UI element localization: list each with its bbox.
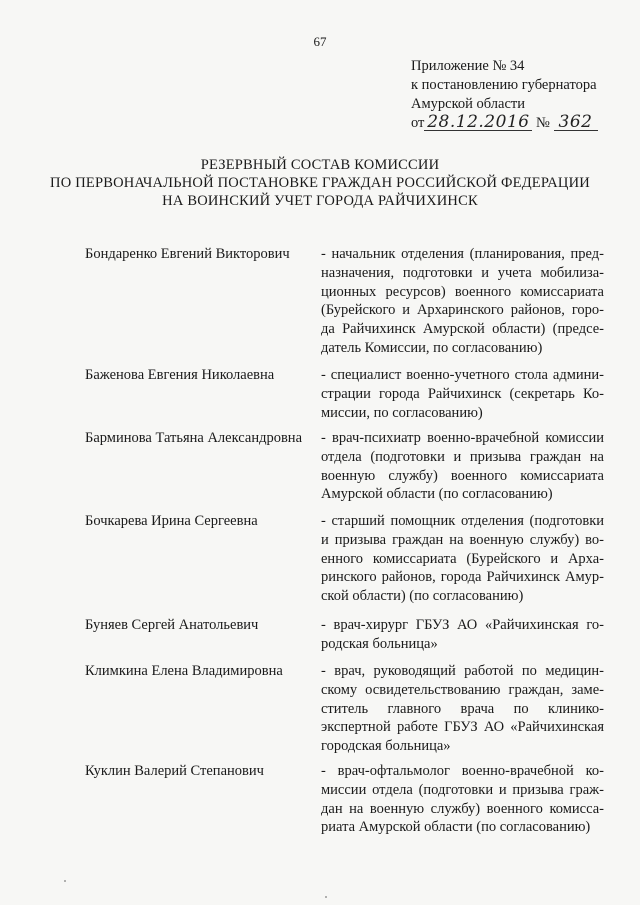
member-role-line: миссии, по согласованию) <box>321 404 483 421</box>
page-number: 67 <box>313 34 327 49</box>
member-role-line: скому освидетельствованию граждан, заме- <box>321 681 604 698</box>
member-role-line: ринского районов, города Райчихинск Амур- <box>321 569 604 586</box>
member-role-line: городская больница» <box>321 738 451 755</box>
member-role-line: енного комиссариата (Бурейского и Арха- <box>321 550 604 567</box>
member-role-line: Амурской области (по согласованию) <box>321 486 553 503</box>
member-role-line: - врач-хирург ГБУЗ АО «Райчихинская го- <box>321 617 604 633</box>
member-role-line: страции города Райчихинск (секретарь Ко- <box>321 385 604 402</box>
member-role-line: - начальник отделения (планирования, пред- <box>321 246 604 262</box>
member-role-line: (Бурейского и Архаринского районов, горо- <box>321 302 604 319</box>
date-prefix: от <box>411 115 425 131</box>
member-role <box>321 245 604 358</box>
member-role-line: и призыва граждан на военную службу) во- <box>321 531 604 548</box>
member-role-line: миссии отдела (подготовки и призыва граж- <box>321 781 604 798</box>
member-name: Климкина Елена Владимировна <box>85 663 283 679</box>
member-role <box>321 512 604 606</box>
member-role-line: - врач, руководящий работой по медицин- <box>321 663 604 679</box>
member-role-line: датель Комиссии, по согласованию) <box>321 339 543 356</box>
appendix-region: Амурской области <box>411 96 525 112</box>
member-role-line: дан на военную службу) военного комисса- <box>321 800 604 817</box>
member-role <box>321 616 604 654</box>
member-name: Барминова Татьяна Александровна <box>85 430 303 446</box>
member-role-line: - специалист военно-учетного стола админи- <box>321 367 604 383</box>
title-line-2: ПО ПЕРВОНАЧАЛЬНОЙ ПОСТАНОВКЕ ГРАЖДАН РОССИЙСКОЙ ФЕДЕРАЦИИ <box>50 175 590 191</box>
member-name: Куклин Валерий Степанович <box>85 763 264 779</box>
member-name: Бондаренко Евгений Викторович <box>85 246 290 262</box>
member-role-line: да Райчихинск Амурской области) (предсе- <box>321 321 604 338</box>
member-role-line: назначения, подготовки и учета мобилиза- <box>321 264 604 281</box>
member-role-line: родская больница» <box>321 635 438 652</box>
member-name: Баженова Евгения Николаевна <box>85 367 275 383</box>
member-role <box>321 429 604 504</box>
title-line-3: НА ВОИНСКИЙ УЧЕТ ГОРОДА РАЙЧИХИНСК <box>162 193 478 209</box>
handwritten-date: 28.12.2016 <box>424 115 532 131</box>
member-role-line: ской области) (по согласованию) <box>321 588 524 605</box>
appendix-decree-ref: к постановлению губернатора <box>411 77 597 93</box>
member-role-line: риата Амурской области (по согласованию) <box>321 819 591 836</box>
member-role-line: - старший помощник отделения (подготовки <box>321 513 604 529</box>
title-line-1: РЕЗЕРВНЫЙ СОСТАВ КОМИССИИ <box>200 157 440 173</box>
scan-speck <box>325 896 327 898</box>
appendix-title: Приложение № 34 <box>411 58 525 74</box>
member-role <box>321 662 604 756</box>
handwritten-number: 362 <box>554 115 598 131</box>
scan-speck <box>64 880 66 882</box>
member-role <box>321 366 604 422</box>
member-role-line: военную службу) военного комиссариата <box>321 467 604 484</box>
member-role-line: экспертной работе ГБУЗ АО «Райчихинская <box>321 719 604 736</box>
member-role-line: отдела (подготовки и призыва граждан на <box>321 448 604 465</box>
member-role-line: - врач-психиатр военно-врачебной комиссии <box>321 430 604 446</box>
member-role-line: ционных ресурсов) военного комиссариата <box>321 283 604 300</box>
member-role <box>321 762 604 837</box>
member-role-line: - врач-офтальмолог военно-врачебной ко- <box>321 763 604 779</box>
member-role-line: ститель главного врача по клинико- <box>321 700 604 717</box>
member-name: Буняев Сергей Анатольевич <box>85 617 259 633</box>
member-name: Бочкарева Ирина Сергеевна <box>85 513 258 529</box>
number-label: № <box>536 115 550 131</box>
